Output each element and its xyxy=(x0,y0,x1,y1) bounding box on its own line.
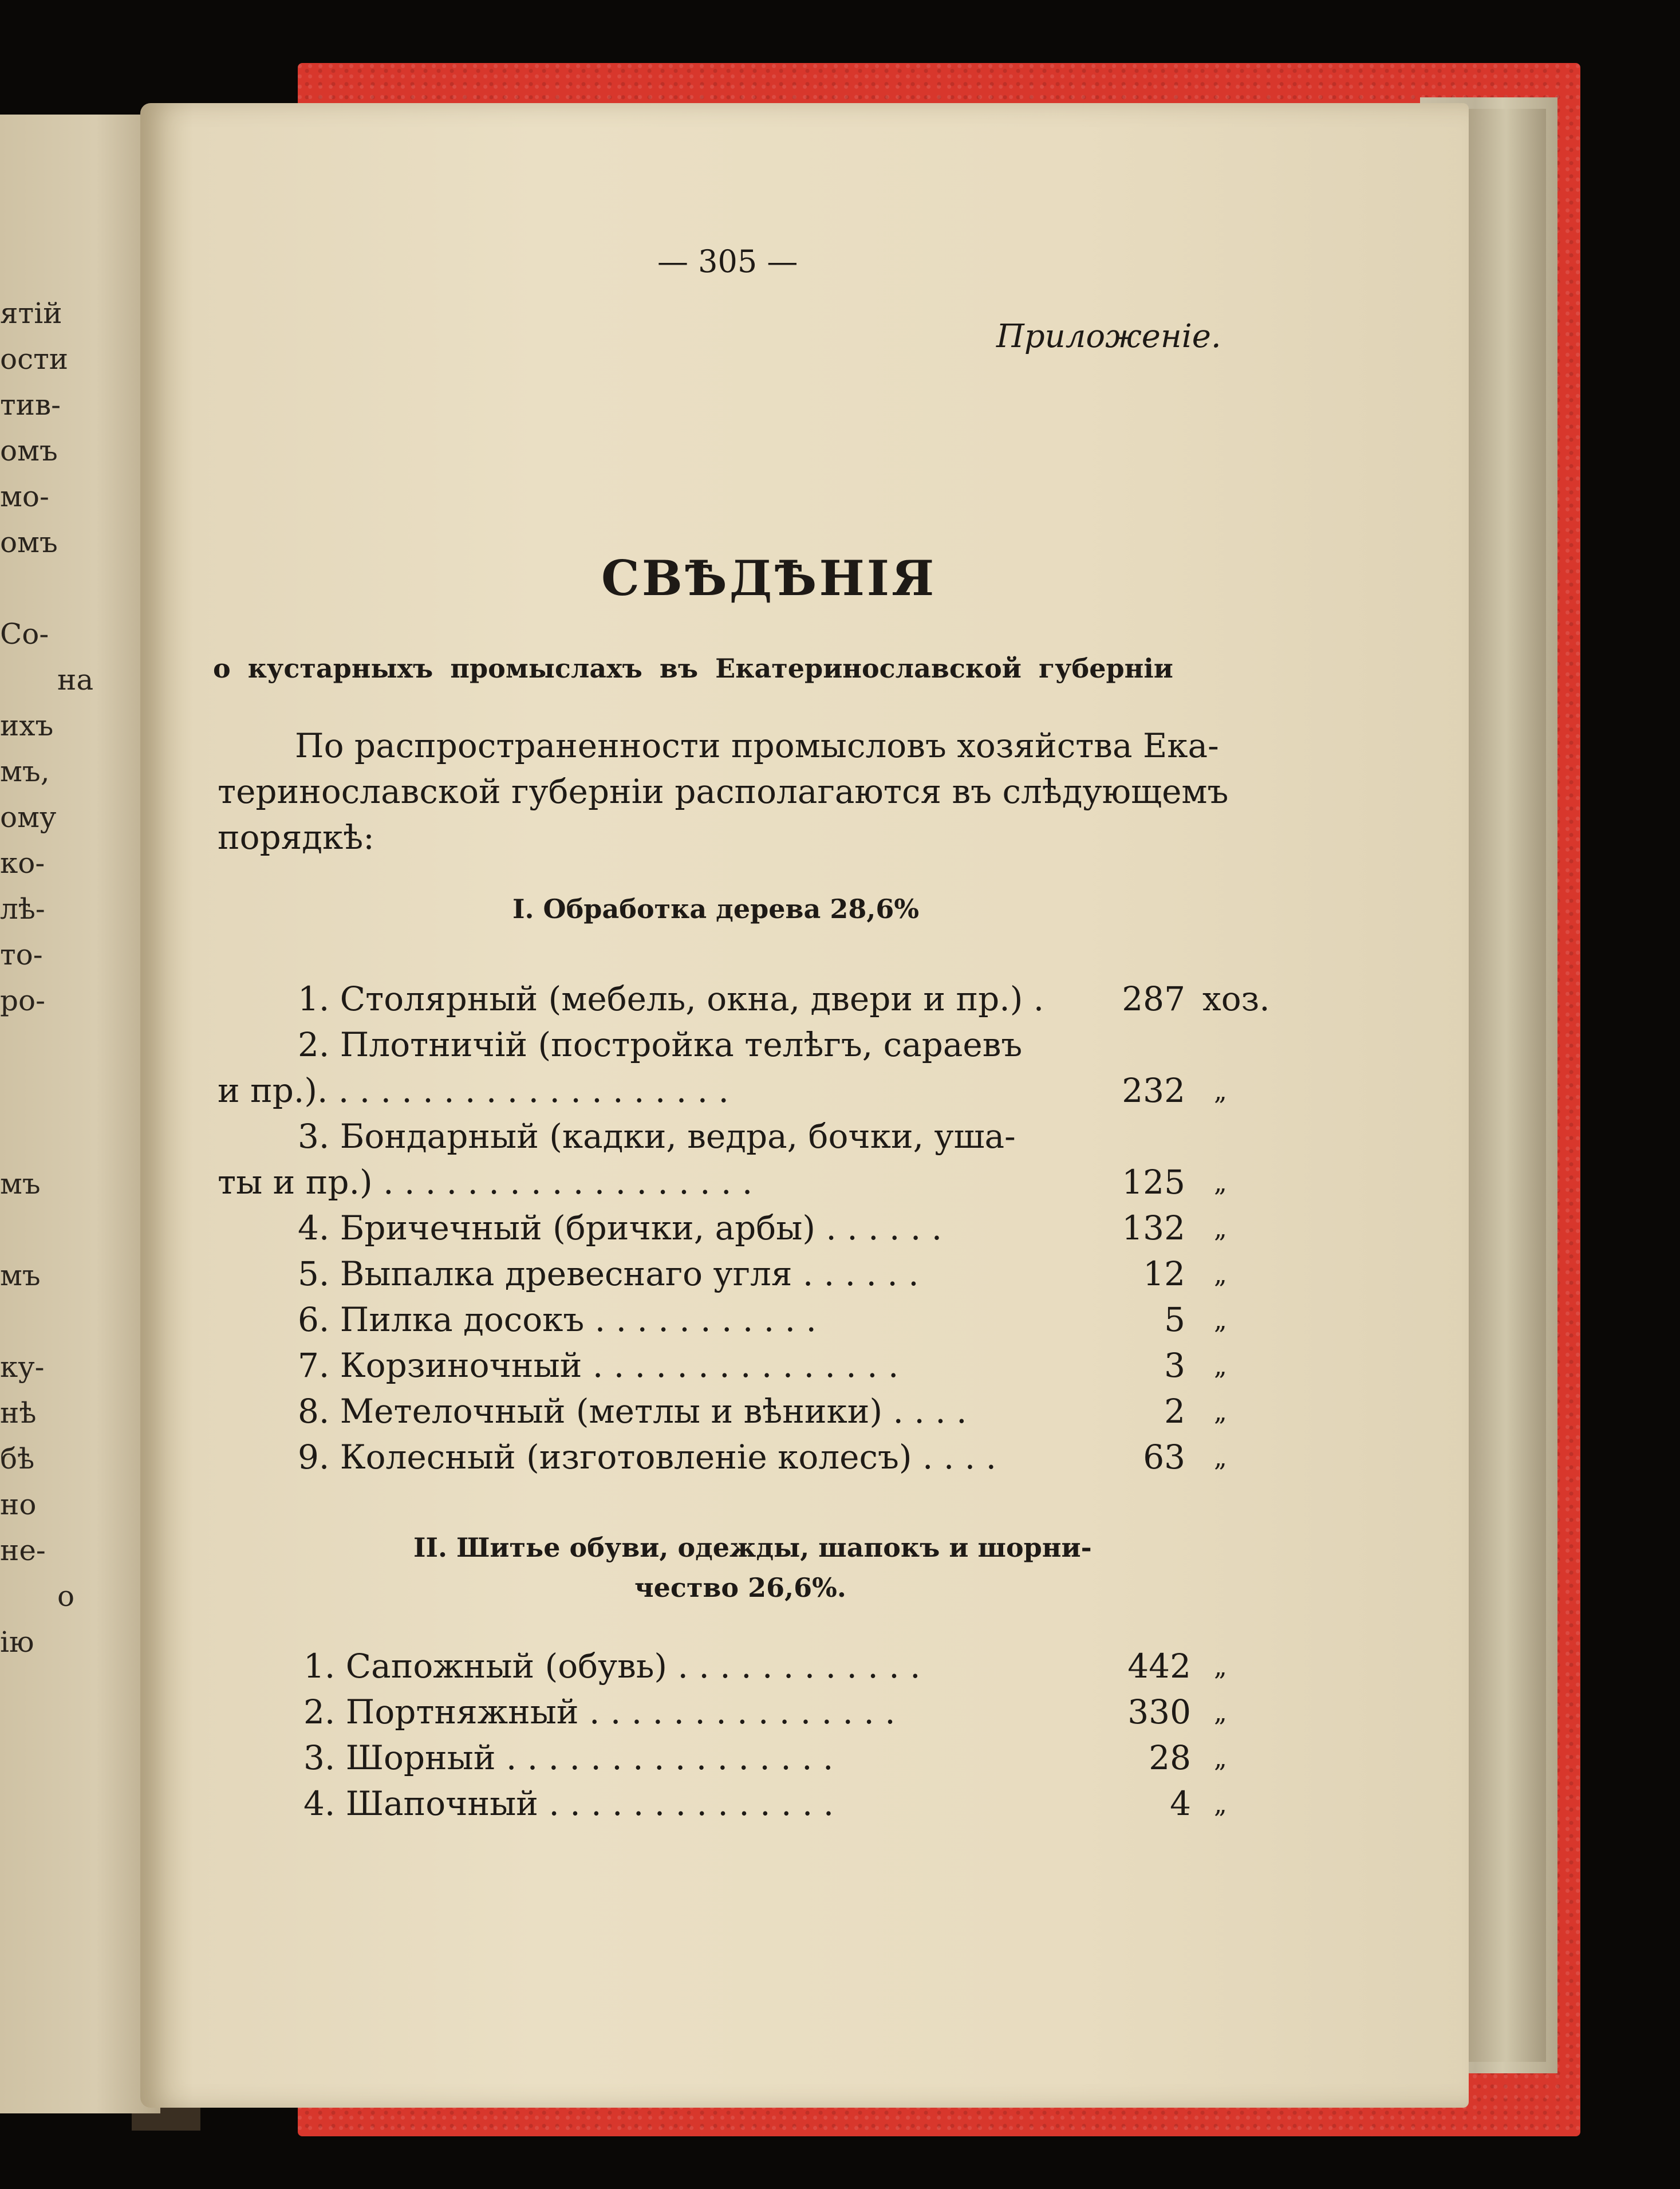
intro-line: теринославской губерніи располагаются въ слѣдующемъ xyxy=(218,772,1229,811)
left-page-fragment: на xyxy=(57,663,94,696)
section-heading: чество 26,6%. xyxy=(634,1572,846,1603)
left-page-fragment: ко- xyxy=(0,847,45,880)
entry-unit: „ xyxy=(1214,1260,1227,1289)
entry-unit: „ xyxy=(1214,1652,1227,1682)
left-page-fragment: Со- xyxy=(0,617,49,651)
entry-count: 442 xyxy=(1127,1647,1191,1686)
entry-label: 9. Колесный (изготовленіе колесъ) . . . . xyxy=(298,1438,997,1477)
entry-label: 4. Бричечный (брички, арбы) . . . . . . xyxy=(298,1208,942,1247)
entry-count: 4 xyxy=(1170,1784,1191,1823)
left-page-fragment: мъ, xyxy=(0,755,50,788)
left-page-fragment: мъ xyxy=(0,1259,41,1292)
entry-count: 132 xyxy=(1122,1208,1185,1247)
section-heading: II. Шитье обуви, одежды, шапокъ и шорни- xyxy=(413,1532,1092,1563)
left-page-fragment: но xyxy=(0,1488,37,1521)
entry-count: 5 xyxy=(1164,1300,1185,1339)
entry-unit: „ xyxy=(1214,1352,1227,1381)
entry-label: 1. Сапожный (обувь) . . . . . . . . . . . . xyxy=(303,1647,921,1686)
entry-unit: хоз. xyxy=(1202,979,1270,1018)
left-page-fragment: бѣ xyxy=(0,1442,35,1475)
entry-label: 1. Столярный (мебель, окна, двери и пр.) . xyxy=(298,979,1044,1018)
entry-unit: „ xyxy=(1214,1698,1227,1727)
entry-unit: „ xyxy=(1214,1168,1227,1198)
entry-label: 3. Шорный . . . . . . . . . . . . . . . . xyxy=(303,1738,834,1777)
entry-label: и пр.). . . . . . . . . . . . . . . . . . . . xyxy=(218,1071,729,1110)
left-page-fragment: ро- xyxy=(0,984,46,1017)
page-number: — 305 — xyxy=(657,243,798,279)
entry-label: 3. Бондарный (кадки, ведра, бочки, уша- xyxy=(298,1117,1016,1156)
page-stack-edge-inner xyxy=(1466,109,1546,2062)
intro-line: По распространенности промысловъ хозяйства Ека- xyxy=(295,726,1219,765)
running-header: Приложеніе. xyxy=(996,318,1221,355)
left-page-fragment: ію xyxy=(0,1625,34,1659)
entry-label: ты и пр.) . . . . . . . . . . . . . . . . . . xyxy=(218,1163,753,1202)
entry-count: 232 xyxy=(1122,1071,1185,1110)
entry-unit: „ xyxy=(1214,1306,1227,1335)
entry-label: 6. Пилка досокъ . . . . . . . . . . . xyxy=(298,1300,817,1339)
left-page-fragment: тив- xyxy=(0,388,61,422)
entry-unit: „ xyxy=(1214,1443,1227,1473)
entry-count: 12 xyxy=(1143,1254,1185,1293)
entry-count: 287 xyxy=(1122,979,1185,1018)
left-page-fragment: омъ xyxy=(0,526,58,559)
entry-unit: „ xyxy=(1214,1744,1227,1773)
left-page-fragment: то- xyxy=(0,938,43,971)
entry-count: 330 xyxy=(1127,1692,1191,1731)
entry-label: 7. Корзиночный . . . . . . . . . . . . . . . xyxy=(298,1346,899,1385)
entry-label: 2. Портняжный . . . . . . . . . . . . . . . xyxy=(303,1692,896,1731)
entry-unit: „ xyxy=(1214,1214,1227,1243)
entry-count: 3 xyxy=(1164,1346,1185,1385)
section-heading: I. Обработка дерева 28,6% xyxy=(512,893,920,924)
left-page-fragment: мъ xyxy=(0,1167,41,1200)
entry-unit: „ xyxy=(1214,1790,1227,1819)
left-page-fragment: омъ xyxy=(0,434,58,467)
left-page-fragment: нѣ xyxy=(0,1396,37,1430)
left-page-fragment: ихъ xyxy=(0,709,54,742)
left-page-fragment: не- xyxy=(0,1534,46,1567)
left-page xyxy=(0,115,160,2113)
entry-count: 63 xyxy=(1143,1438,1185,1477)
entry-count: 28 xyxy=(1149,1738,1191,1777)
entry-label: 4. Шапочный . . . . . . . . . . . . . . xyxy=(303,1784,834,1823)
entry-unit: „ xyxy=(1214,1397,1227,1427)
entry-unit: „ xyxy=(1214,1077,1227,1106)
entry-label: 2. Плотничій (постройка телѣгъ, сараевъ xyxy=(298,1025,1023,1064)
left-page-fragment: ку- xyxy=(0,1351,45,1384)
page-subtitle: о кустарныхъ промыслахъ въ Екатеринославской губерніи xyxy=(213,653,1173,684)
entry-label: 8. Метелочный (метлы и вѣники) . . . . xyxy=(298,1392,967,1431)
page-title: СВѢДѢНІЯ xyxy=(601,550,937,607)
left-page-fragment: ятій xyxy=(0,297,62,330)
left-page-fragment: ому xyxy=(0,801,57,834)
left-page-fragment: лѣ- xyxy=(0,892,45,926)
entry-count: 125 xyxy=(1122,1163,1185,1202)
left-page-fragment: о xyxy=(57,1580,75,1613)
left-page-fragment: ости xyxy=(0,342,69,376)
entry-count: 2 xyxy=(1164,1392,1185,1431)
left-page-fragment: мо- xyxy=(0,480,49,513)
entry-label: 5. Выпалка древеснаго угля . . . . . . xyxy=(298,1254,919,1293)
intro-line: порядкѣ: xyxy=(218,818,374,857)
